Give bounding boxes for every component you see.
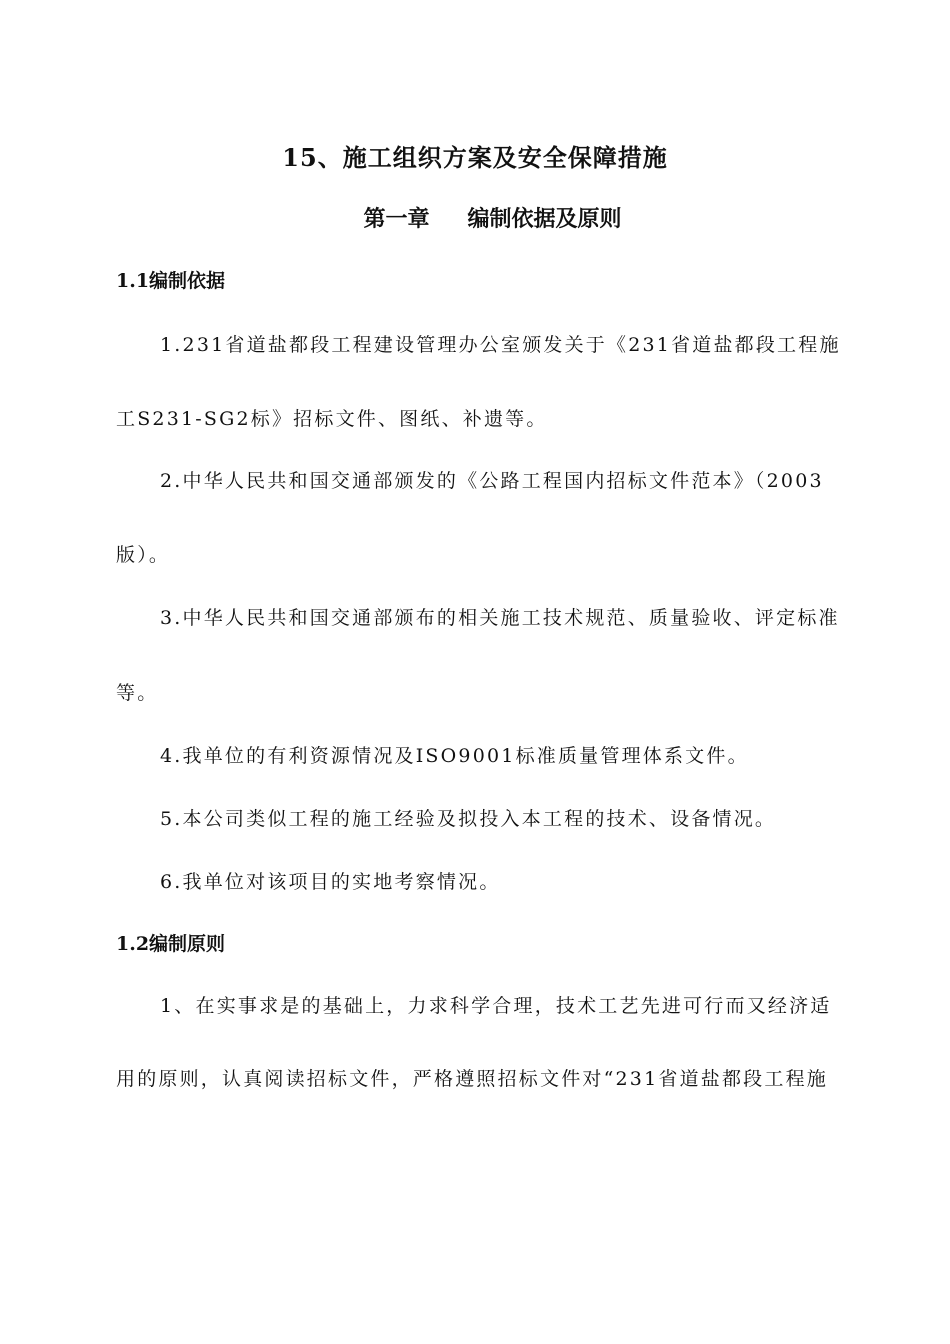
- paragraph-line: 版）。: [116, 544, 171, 566]
- paragraph-line: 等。: [116, 682, 159, 704]
- paragraph-line: 1.231省道盐都段工程建设管理办公室颁发关于《231省道盐都段工程施: [160, 334, 841, 356]
- paragraph-line: 1、在实事求是的基础上，力求科学合理，技术工艺先进可行而又经济适: [160, 995, 832, 1017]
- section-heading-1-2: 1.2编制原则: [116, 933, 226, 955]
- paragraph-line: 2.中华人民共和国交通部颁发的《公路工程国内招标文件范本》（2003: [160, 470, 824, 492]
- paragraph-line: 5.本公司类似工程的施工经验及拟投入本工程的技术、设备情况。: [160, 808, 777, 830]
- paragraph-line: 工S231-SG2标》招标文件、图纸、补遗等。: [116, 408, 548, 430]
- chapter-name: 编制依据及原则: [467, 206, 622, 232]
- chapter-heading: [0, 202, 950, 233]
- chapter-number: 第一章: [363, 206, 430, 232]
- paragraph-line: 用的原则，认真阅读招标文件，严格遵照招标文件对“231省道盐都段工程施: [116, 1068, 828, 1090]
- section-heading-1-1: 1.1编制依据: [116, 270, 226, 292]
- paragraph-line: 6.我单位对该项目的实地考察情况。: [160, 871, 501, 893]
- paragraph-line: 4.我单位的有利资源情况及ISO9001标准质量管理体系文件。: [160, 745, 749, 767]
- document-title: 15、施工组织方案及安全保障措施: [282, 143, 668, 172]
- paragraph-line: 3.中华人民共和国交通部颁布的相关施工技术规范、质量验收、评定标准: [160, 607, 840, 629]
